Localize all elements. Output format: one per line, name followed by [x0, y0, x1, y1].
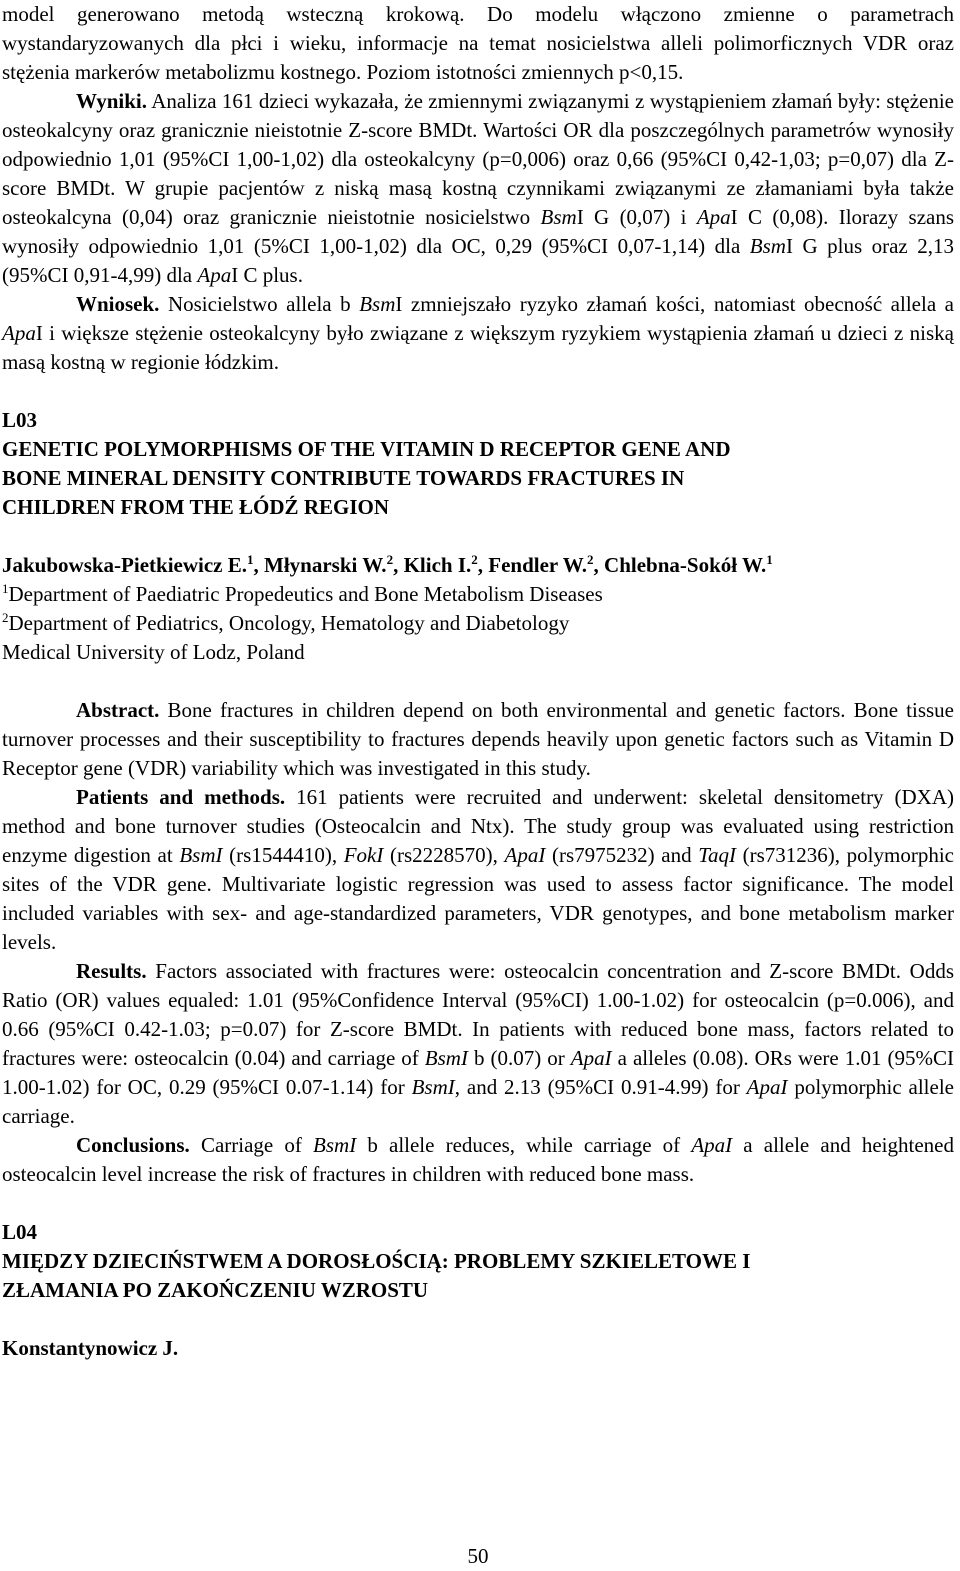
conclusions-lead: Conclusions. — [76, 1133, 190, 1157]
prev-conclusion-text: I zmniejszało ryzyko złamań kości, natomiast obecność allela a — [395, 292, 954, 316]
affiliation-number: 1 — [2, 581, 9, 596]
section-title-l04-line1: MIĘDZY DZIECIŃSTWEM A DOROSŁOŚCIĄ: PROBLEMY SZKIELETOWE I — [2, 1249, 751, 1273]
prev-methods-tail: model generowano metodą wsteczną krokową. Do modelu włączono zmienne o parametrach wystandaryzowanych dla płci i wieku, informacje na temat nosicielstwa alleli polimorficznych VDR oraz stężenia markerów metabolizmu kostnego. Poziom istotności zmiennych p<0,15. — [2, 2, 954, 84]
prev-results-text: Analiza 161 dzieci wykazała, że zmiennymi związanymi z wystąpieniem złamań były: stężenie osteokalcyny oraz granicznie nieistotnie Z-score BMDt. Wartości OR dla poszczególnych parametrów wynosiły odpowiednio 1,01 (95%CI 1,00-1,02) dla osteokalcyny (p=0,006) oraz 0,66 (95%CI 0,42-1,03; p=0,07) dla Z-score BMDt. W grupie pacjentów z niską masą kostną czynnikami związanymi ze złamaniami była także osteokalcyna (0,04) oraz granicznie nieistotnie nosicielstwo — [2, 89, 954, 229]
gene-name: Apa — [197, 263, 232, 287]
prev-results-text: I G (0,07) i — [576, 205, 697, 229]
prev-conclusion-text: Nosicielstwo allela b — [159, 292, 360, 316]
gene-name: BsmI — [411, 1075, 455, 1099]
page-number: 50 — [467, 1544, 489, 1568]
methods-text: 161 patients were recruited and underwent: skeletal densitometry (DXA) method and bone turnover studies (Osteocalcin and Ntx). The study group was evaluated using restriction enzyme digestion at — [2, 785, 954, 867]
affiliation-text: Department of Paediatric Propedeutics and Bone Metabolism Diseases — [8, 582, 603, 606]
affiliation-1 — [2, 580, 954, 609]
affiliation-text: Department of Pediatrics, Oncology, Hematology and Diabetology — [8, 611, 570, 635]
prev-results-text: I G plus oraz 2,13 (95%CI 0,91-4,99) dla — [2, 234, 954, 287]
gene-name: BsmI — [424, 1046, 468, 1070]
gene-name: Bsm — [749, 234, 786, 258]
gene-name: FokI — [343, 843, 384, 867]
authors-l03 — [2, 551, 954, 580]
results-text: , and 2.13 (95%CI 0.91-4.99) for — [454, 1075, 747, 1099]
gene-name: Apa — [2, 321, 36, 345]
author: , Fendler W. — [477, 553, 588, 577]
gene-name: ApaI — [746, 1075, 788, 1099]
author-affiliation-mark: 1 — [247, 552, 254, 567]
gene-name: ApaI — [504, 843, 546, 867]
prev-results-text: I C plus. — [231, 263, 303, 287]
methods-text: (rs1544410), — [222, 843, 344, 867]
results-text: polymorphic allele carriage. — [2, 1075, 954, 1128]
gene-name: BsmI — [313, 1133, 357, 1157]
methods-text: (rs2228570), — [383, 843, 505, 867]
methods-text: (rs7975232) and — [545, 843, 699, 867]
conclusions-text: b allele reduces, while carriage of — [356, 1133, 692, 1157]
prev-results-text: I C (0,08). Ilorazy szans wynosiły odpowiednio 1,01 (5%CI 1,00-1,02) dla OC, 0,29 (95%CI 0,07-1,14) dla — [2, 205, 955, 258]
gene-name: BsmI — [179, 843, 223, 867]
author-affiliation-mark: 2 — [471, 552, 478, 567]
abstract-lead: Abstract. — [76, 698, 160, 722]
methods-lead: Patients and methods. — [76, 785, 286, 809]
results-text: b (0.07) or — [467, 1046, 571, 1070]
results-text: a alleles (0.08). ORs were 1.01 (95%CI 1.00-1.02) for OC, 0.29 (95%CI 0.07-1.14) for — [2, 1046, 955, 1099]
authors-l04: Konstantynowicz J. — [2, 1336, 179, 1360]
author: , Klich I. — [393, 553, 472, 577]
methods-paragraph — [2, 783, 954, 957]
prev-conclusion-paragraph — [2, 290, 954, 377]
methods-text: (rs731236), polymorphic sites of the VDR gene. Multivariate logistic regression was used to assess factor significance. The model included variables with sex- and age-standardized parameters, VDR genotypes, and bone metabolism marker levels. — [2, 843, 954, 954]
author-affiliation-mark: 2 — [587, 552, 594, 567]
author: , Chlebna-Sokół W. — [593, 553, 767, 577]
results-text: Factors associated with fractures were: osteocalcin concentration and Z-score BMDt. Odds Ratio (OR) values equaled: 1.01 (95%Confidence Interval (95%CI) 1.00-1.02) for osteocalcin (p=0.006), and 0.66 (95%CI 0.42-1.03; p=0.07) for Z-score BMDt. In patients with reduced bone mass, factors related to fractures were: osteocalcin (0.04) and carriage of — [2, 959, 954, 1070]
conclusions-text: a allele and heightened osteocalcin level increase the risk of fractures in children with reduced bone mass. — [2, 1133, 954, 1186]
section-title-l03-line3: CHILDREN FROM THE ŁÓDŹ REGION — [2, 495, 389, 519]
results-lead: Results. — [76, 959, 147, 983]
abstract-text: Bone fractures in children depend on both environmental and genetic factors. Bone tissue turnover processes and their susceptibility to fractures depends heavily upon genetic factors such as Vitamin D Receptor gene (VDR) variability which was investigated in this study. — [2, 698, 954, 780]
conclusions-text: Carriage of — [189, 1133, 314, 1157]
gene-name: Bsm — [540, 205, 577, 229]
page — [2, 0, 954, 1363]
section-title-l03-line2: BONE MINERAL DENSITY CONTRIBUTE TOWARDS FRACTURES IN — [2, 466, 685, 490]
author-affiliation-mark: 2 — [386, 552, 394, 567]
affiliation-2 — [2, 609, 954, 638]
abstract-paragraph — [2, 696, 954, 783]
author-affiliation-mark: 1 — [766, 552, 773, 567]
gene-name: Bsm — [359, 292, 396, 316]
affiliation-3: Medical University of Lodz, Poland — [2, 640, 305, 664]
affiliation-number: 2 — [2, 610, 9, 625]
section-title-l04-line2: ZŁAMANIA PO ZAKOŃCZENIU WZROSTU — [2, 1278, 429, 1302]
author: Jakubowska-Pietkiewicz E. — [2, 553, 248, 577]
gene-name: ApaI — [570, 1046, 612, 1070]
section-code-l03: L03 — [2, 408, 38, 432]
prev-conclusion-text: I i większe stężenie osteokalcyny było związane z większym ryzykiem wystąpienia złamań u dzieci z niską masą kostną w regionie łódzkim. — [2, 321, 954, 374]
author: , Młynarski W. — [253, 553, 387, 577]
prev-conclusion-lead: Wniosek. — [76, 292, 160, 316]
gene-name: TaqI — [698, 843, 736, 867]
section-title-l03-line1: GENETIC POLYMORPHISMS OF THE VITAMIN D RECEPTOR GENE AND — [2, 437, 731, 461]
section-code-l04: L04 — [2, 1220, 38, 1244]
conclusions-paragraph — [2, 1131, 954, 1189]
gene-name: Apa — [696, 205, 731, 229]
results-paragraph — [2, 957, 954, 1131]
prev-results-paragraph — [2, 87, 954, 290]
gene-name: ApaI — [691, 1133, 733, 1157]
prev-results-lead: Wyniki. — [76, 89, 147, 113]
